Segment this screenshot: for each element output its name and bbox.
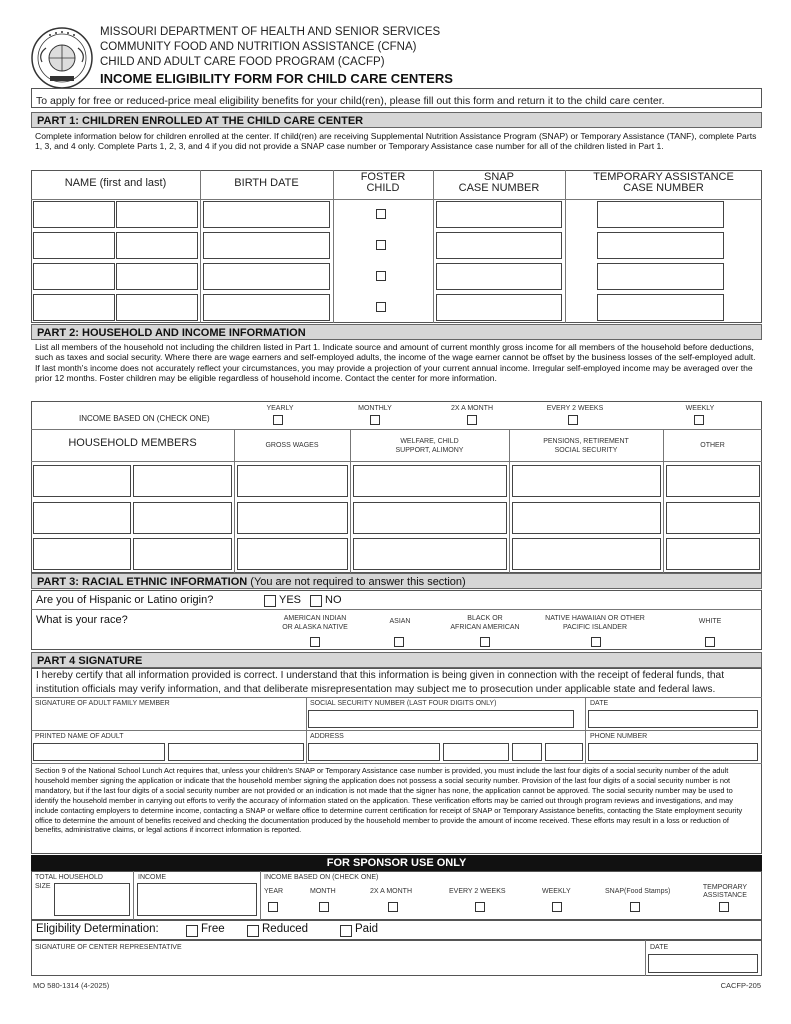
freq-weekly-label: WEEKLY	[685, 405, 715, 412]
sponsor-income-input[interactable]	[137, 883, 257, 916]
member1-last-name[interactable]	[133, 465, 232, 497]
sponsor-freq-2weeks-label: EVERY 2 WEEKS	[449, 888, 506, 895]
signature-adult-label: SIGNATURE OF ADULT FAMILY MEMBER	[35, 700, 170, 707]
phone-label: PHONE NUMBER	[590, 733, 648, 740]
race-asian-checkbox[interactable]	[394, 637, 404, 647]
child3-birth-date[interactable]	[203, 263, 330, 290]
sponsor-income-label: INCOME	[138, 874, 166, 881]
address-zip-input[interactable]	[545, 743, 583, 761]
child2-snap-number[interactable]	[436, 232, 562, 259]
date-input[interactable]	[588, 710, 758, 728]
hispanic-question: Are you of Hispanic or Latino origin?	[36, 594, 214, 606]
part1-heading: PART 1: CHILDREN ENROLLED AT THE CHILD CARE CENTER	[31, 112, 762, 128]
freq-2x-month-checkbox[interactable]	[467, 415, 477, 425]
freq-every-2-weeks-checkbox[interactable]	[568, 415, 578, 425]
sponsor-freq-2x-label: 2X A MONTH	[370, 888, 413, 895]
sponsor-freq-weekly-label: WEEKLY	[542, 888, 571, 895]
hispanic-yes-checkbox[interactable]	[264, 595, 276, 607]
col-pensions-line1: PENSIONS, RETIREMENT	[543, 438, 629, 445]
freq-every-2-weeks-label: EVERY 2 WEEKS	[546, 405, 604, 412]
total-household-label-line1: TOTAL HOUSEHOLD	[35, 874, 103, 881]
child4-ta-number[interactable]	[597, 294, 724, 321]
sponsor-heading: FOR SPONSOR USE ONLY	[31, 855, 762, 871]
part3-note: (You are not required to answer this section)	[247, 576, 466, 588]
child4-snap-number[interactable]	[436, 294, 562, 321]
part4-heading: PART 4 SIGNATURE	[31, 652, 762, 668]
col-pensions-line2: SOCIAL SECURITY	[554, 447, 618, 454]
race-black-line1: BLACK OR	[467, 615, 503, 622]
eligibility-free-checkbox[interactable]	[186, 925, 198, 937]
cacfp-number: CACFP-205	[720, 981, 761, 990]
instructions-text: To apply for free or reduced-price meal eligibility benefits for your child(ren), please fill out this form and return it to the child care center.	[36, 95, 665, 107]
address-label: ADDRESS	[310, 733, 344, 740]
child1-foster-checkbox[interactable]	[376, 209, 386, 219]
race-hawaiian-line1: NATIVE HAWAIIAN OR OTHER	[545, 615, 645, 622]
hispanic-no-label: NO	[325, 594, 342, 606]
eligibility-paid-label: Paid	[355, 923, 379, 935]
child1-birth-date[interactable]	[203, 201, 330, 228]
col-other: OTHER	[700, 442, 725, 449]
member2-gross-wages[interactable]	[237, 502, 348, 534]
col-snap-line2: CASE NUMBER	[458, 182, 540, 194]
printed-first-name-input[interactable]	[33, 743, 165, 761]
missouri-seal-logo	[30, 26, 94, 90]
eligibility-free-label: Free	[201, 923, 225, 935]
race-american-indian-line2: OR ALASKA NATIVE	[282, 624, 348, 631]
race-white-checkbox[interactable]	[705, 637, 715, 647]
col-household-members: HOUSEHOLD MEMBERS	[68, 437, 197, 449]
member3-other[interactable]	[666, 538, 760, 570]
hispanic-yes-label: YES	[279, 594, 302, 606]
race-black-line2: AFRICAN AMERICAN	[450, 624, 520, 631]
sponsor-snap-label: SNAP(Food Stamps)	[605, 888, 671, 895]
rep-signature-label: SIGNATURE OF CENTER REPRESENTATIVE	[35, 944, 182, 951]
race-asian-label: ASIAN	[389, 618, 411, 625]
col-gross-wages: GROSS WAGES	[265, 442, 319, 449]
member2-pensions[interactable]	[512, 502, 661, 534]
col-foster-line1: FOSTER	[360, 171, 406, 183]
part3-heading	[31, 573, 762, 589]
col-welfare-line2: SUPPORT, ALIMONY	[395, 447, 464, 454]
member3-welfare[interactable]	[353, 538, 507, 570]
phone-input[interactable]	[588, 743, 758, 761]
member1-pensions[interactable]	[512, 465, 661, 497]
sponsor-freq-2weeks-checkbox[interactable]	[475, 902, 485, 912]
program-name: CHILD AND ADULT CARE FOOD PROGRAM (CACFP)	[100, 56, 385, 68]
child3-last-name[interactable]	[116, 263, 198, 290]
total-household-input[interactable]	[54, 883, 130, 916]
sponsor-snap-checkbox[interactable]	[630, 902, 640, 912]
sponsor-freq-2x-checkbox[interactable]	[388, 902, 398, 912]
sponsor-freq-year-checkbox[interactable]	[268, 902, 278, 912]
freq-yearly-label: YEARLY	[266, 405, 294, 412]
member1-first-name[interactable]	[33, 465, 131, 497]
rep-date-label: DATE	[650, 944, 669, 951]
race-hawaiian-line2: PACIFIC ISLANDER	[562, 624, 628, 631]
child4-birth-date[interactable]	[203, 294, 330, 321]
child4-first-name[interactable]	[33, 294, 115, 321]
col-ta-line2: CASE NUMBER	[623, 182, 704, 194]
member3-first-name[interactable]	[33, 538, 131, 570]
member3-pensions[interactable]	[512, 538, 661, 570]
child1-ta-number[interactable]	[597, 201, 724, 228]
printed-last-name-input[interactable]	[168, 743, 304, 761]
child1-snap-number[interactable]	[436, 201, 562, 228]
eligibility-paid-checkbox[interactable]	[340, 925, 352, 937]
total-household-label-line2: SIZE	[35, 883, 51, 890]
income-based-label: INCOME BASED ON (CHECK ONE)	[79, 414, 210, 423]
child2-first-name[interactable]	[33, 232, 115, 259]
part2-text: List all members of the household not including the children listed in Part 1. Indicate source and amount of current monthly gross income for all members of the household before deductions, such as taxes and social security. Where there are wage earners and self-employed adults, the income of the wage earner cannot be offset by the business losses of the self-employed adult. If last month's income does not accurately reflect your circumstances, you may provide a projection of your current annual income. Irregular self-employed income may be averaged over the prior 12 months. Foster children may be eligible regardless of household income. Contact the center for more information.	[35, 342, 756, 383]
child3-foster-checkbox[interactable]	[376, 271, 386, 281]
printed-name-label: PRINTED NAME OF ADULT	[35, 733, 124, 740]
ssn-label: SOCIAL SECURITY NUMBER (LAST FOUR DIGITS ONLY)	[310, 700, 497, 707]
division-name: COMMUNITY FOOD AND NUTRITION ASSISTANCE (CFNA)	[100, 41, 417, 53]
eligibility-reduced-checkbox[interactable]	[247, 925, 259, 937]
sponsor-ta-label-line2: ASSISTANCE	[703, 892, 747, 899]
col-snap-line1: SNAP	[484, 171, 514, 183]
sponsor-freq-weekly-checkbox[interactable]	[552, 902, 562, 912]
ssn-input[interactable]	[308, 710, 574, 728]
member2-last-name[interactable]	[133, 502, 232, 534]
member2-other[interactable]	[666, 502, 760, 534]
member2-first-name[interactable]	[33, 502, 131, 534]
child2-ta-number[interactable]	[597, 232, 724, 259]
race-white-label: WHITE	[698, 618, 722, 625]
member3-last-name[interactable]	[133, 538, 232, 570]
freq-weekly-checkbox[interactable]	[694, 415, 704, 425]
child3-ta-number[interactable]	[597, 263, 724, 290]
child3-snap-number[interactable]	[436, 263, 562, 290]
member1-gross-wages[interactable]	[237, 465, 348, 497]
part2-heading: PART 2: HOUSEHOLD AND INCOME INFORMATION	[31, 324, 762, 340]
race-black-checkbox[interactable]	[480, 637, 490, 647]
form-title: INCOME ELIGIBILITY FORM FOR CHILD CARE CENTERS	[100, 71, 453, 86]
member1-other[interactable]	[666, 465, 760, 497]
sponsor-ta-label-line1: TEMPORARY	[702, 884, 748, 891]
sponsor-ta-checkbox[interactable]	[719, 902, 729, 912]
sponsor-freq-month-checkbox[interactable]	[319, 902, 329, 912]
address-city-input[interactable]	[443, 743, 509, 761]
race-question: What is your race?	[36, 614, 128, 626]
freq-yearly-checkbox[interactable]	[273, 415, 283, 425]
col-birth-date: BIRTH DATE	[234, 177, 299, 189]
eligibility-reduced-label: Reduced	[262, 923, 309, 935]
rep-date-input[interactable]	[648, 954, 758, 973]
freq-2x-month-label: 2X A MONTH	[450, 405, 493, 412]
child4-foster-checkbox[interactable]	[376, 302, 386, 312]
col-name: NAME (first and last)	[64, 177, 167, 189]
member3-gross-wages[interactable]	[237, 538, 348, 570]
col-welfare-line1: WELFARE, CHILD	[400, 438, 459, 445]
address-street-input[interactable]	[308, 743, 440, 761]
certification-line2: institution officials may verify information, and that deliberate misrepresentation may subject me to prosecution under applicable state and federal laws.	[36, 684, 716, 695]
form-number: MO 580-1314 (4-2025)	[33, 981, 110, 990]
sponsor-freq-year-label: YEAR	[264, 888, 284, 895]
sponsor-income-based-label: INCOME BASED ON (CHECK ONE)	[264, 874, 379, 881]
col-foster-line2: CHILD	[366, 182, 400, 194]
hispanic-no-checkbox[interactable]	[310, 595, 322, 607]
privacy-notice: Section 9 of the National School Lunch Act requires that, unless your children's SNAP or Temporary Assistance case number is provided, you must include the last four digits of a social security number of the adult household member signing the application or indicate that the household member signing the application does not possess a social security number. Provision of the last four digits of a social security number is not mandatory, but if the last four digits of a social security number are not provided or an indication is not made that the signer has none, the application cannot be approved. The social security number may be used to identify the household member in carrying out efforts to verify the accuracy of information stated on the application. These verification efforts may be carried out through program reviews and investigations, and may include contacting employers to determine income, contacting a SNAP or welfare office to determine current certification for receipt of SNAP or Temporary Assistance benefits, contacting the State employment security office to determine the amount of benefits received and checking the documentation produced by the household member to provide the amount of income received. These efforts may result in a loss or reduction of benefits, administrative claims, or legal actions if incorrect information is reported.	[35, 766, 743, 835]
child1-last-name[interactable]	[116, 201, 198, 228]
race-hawaiian-checkbox[interactable]	[591, 637, 601, 647]
freq-monthly-label: MONTHLY	[358, 405, 392, 412]
eligibility-label: Eligibility Determination:	[36, 923, 159, 935]
race-american-indian-checkbox[interactable]	[310, 637, 320, 647]
part3-heading-text: PART 3: RACIAL ETHNIC INFORMATION	[37, 576, 248, 588]
freq-monthly-checkbox[interactable]	[370, 415, 380, 425]
child4-last-name[interactable]	[116, 294, 198, 321]
child2-foster-checkbox[interactable]	[376, 240, 386, 250]
sponsor-freq-month-label: MONTH	[310, 888, 336, 895]
member2-welfare[interactable]	[353, 502, 507, 534]
race-american-indian-line1: AMERICAN INDIAN	[283, 615, 347, 622]
child3-first-name[interactable]	[33, 263, 115, 290]
member1-welfare[interactable]	[353, 465, 507, 497]
col-ta-line1: TEMPORARY ASSISTANCE	[593, 171, 734, 183]
department-name: MISSOURI DEPARTMENT OF HEALTH AND SENIOR SERVICES	[100, 26, 441, 38]
child2-birth-date[interactable]	[203, 232, 330, 259]
date-label: DATE	[590, 700, 609, 707]
certification-line1: I hereby certify that all information provided is correct. I understand that this information is being given in connection with the receipt of federal funds, that	[36, 670, 725, 681]
child1-first-name[interactable]	[33, 201, 115, 228]
part1-text: Complete information below for children enrolled at the center. If child(ren) are receiving Supplemental Nutrition Assistance Program (SNAP) or Temporary Assistance (TANF), complete Parts 1, 3, and 4 only. Complete Parts 1, 2, 3, and 4 if you did not provide a SNAP case number or Temporary Assistance case number for all of the children listed in Part 1.	[35, 131, 757, 152]
child2-last-name[interactable]	[116, 232, 198, 259]
address-state-input[interactable]	[512, 743, 542, 761]
